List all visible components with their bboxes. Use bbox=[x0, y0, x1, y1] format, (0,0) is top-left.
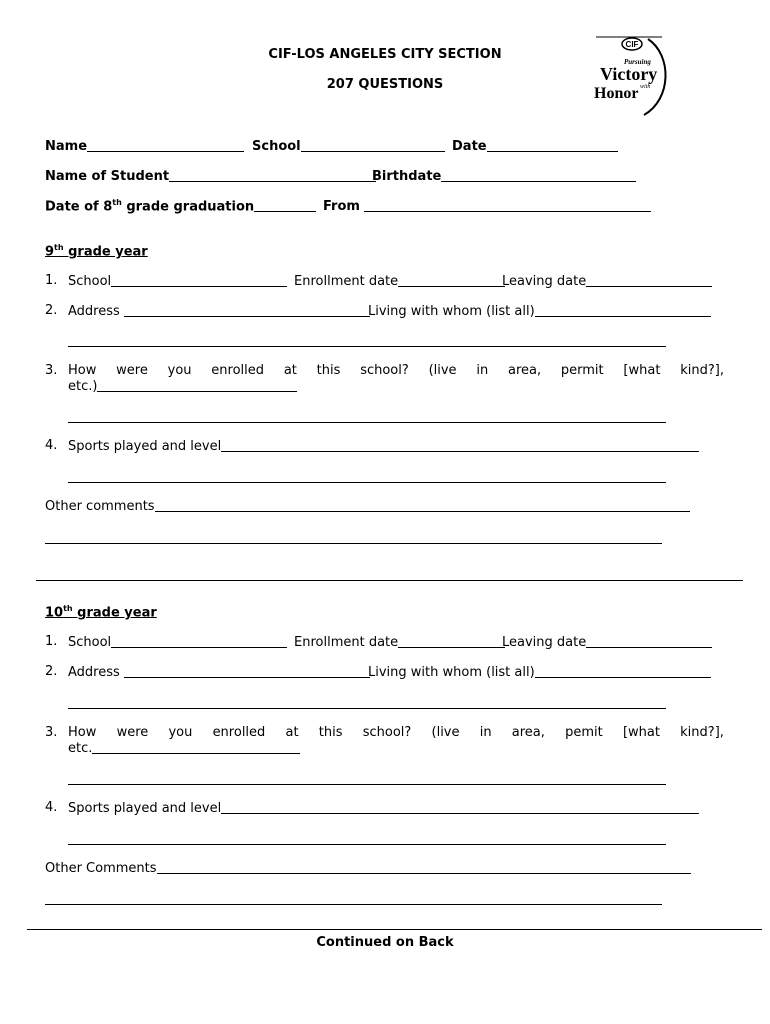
q4-number: 4. bbox=[45, 438, 58, 453]
section-divider bbox=[36, 580, 743, 581]
logo-line1: Pursuing bbox=[624, 58, 651, 66]
grade9-other-comments-field[interactable]: Other comments bbox=[45, 498, 690, 514]
grade-9-heading: 9th grade year bbox=[45, 243, 148, 260]
grade10-comments-continuation-line[interactable] bbox=[45, 904, 662, 905]
q3-number: 3. bbox=[45, 725, 58, 740]
grade10-address-continuation-line[interactable] bbox=[68, 708, 666, 709]
grade9-address-continuation-line[interactable] bbox=[68, 346, 666, 347]
cif-logo bbox=[590, 33, 670, 119]
document-subtitle: 207 QUESTIONS bbox=[326, 77, 444, 92]
name-of-student-field[interactable]: Name of Student bbox=[45, 168, 376, 184]
grade10-enrollment-question: How were you enrolled at this school? (live in area, pemit [what kind?], bbox=[68, 725, 724, 740]
grade10-school-field[interactable]: School bbox=[68, 634, 287, 650]
date-field[interactable]: Date bbox=[452, 138, 618, 154]
grade9-enrollment-answer-field[interactable]: etc.) bbox=[68, 378, 297, 394]
name-field[interactable]: Name bbox=[45, 138, 244, 154]
school-field[interactable]: School bbox=[252, 138, 445, 154]
grade9-comments-continuation-line[interactable] bbox=[45, 543, 662, 544]
grade9-enrollment-date-field[interactable]: Enrollment date bbox=[294, 273, 505, 289]
q1-number: 1. bbox=[45, 273, 58, 288]
grade10-enrollment-date-field[interactable]: Enrollment date bbox=[294, 634, 505, 650]
grade10-leaving-date-field[interactable]: Leaving date bbox=[502, 634, 712, 650]
grade9-enrollment-continuation-line[interactable] bbox=[68, 422, 666, 423]
grade-10-heading: 10th grade year bbox=[45, 604, 157, 621]
grade10-other-comments-field[interactable]: Other Comments bbox=[45, 860, 691, 876]
q4-number: 4. bbox=[45, 800, 58, 815]
grade9-sports-continuation-line[interactable] bbox=[68, 482, 666, 483]
grade9-living-with-field[interactable]: Living with whom (list all) bbox=[368, 303, 711, 319]
grade10-enrollment-continuation-line[interactable] bbox=[68, 784, 666, 785]
grade9-address-field[interactable]: Address bbox=[68, 303, 370, 319]
grade10-address-field[interactable]: Address bbox=[68, 664, 370, 680]
logo-cif-text: CIF bbox=[625, 40, 639, 49]
grade10-sports-field[interactable]: Sports played and level bbox=[68, 800, 699, 816]
from-field[interactable]: From bbox=[323, 198, 651, 214]
footer-divider bbox=[27, 929, 762, 930]
grade9-sports-field[interactable]: Sports played and level bbox=[68, 438, 699, 454]
grade10-sports-continuation-line[interactable] bbox=[68, 844, 666, 845]
document-title: CIF-LOS ANGELES CITY SECTION bbox=[268, 47, 502, 62]
logo-line3: with bbox=[640, 84, 651, 90]
grade9-enrollment-question: How were you enrolled at this school? (live in area, permit [what kind?], bbox=[68, 363, 724, 378]
grade10-living-with-field[interactable]: Living with whom (list all) bbox=[368, 664, 711, 680]
birthdate-field[interactable]: Birthdate bbox=[372, 168, 636, 184]
grade10-enrollment-answer-field[interactable]: etc. bbox=[68, 740, 300, 756]
grade9-school-field[interactable]: School bbox=[68, 273, 287, 289]
logo-line2: Victory bbox=[600, 64, 658, 84]
q3-number: 3. bbox=[45, 363, 58, 378]
q2-number: 2. bbox=[45, 664, 58, 679]
grade9-leaving-date-field[interactable]: Leaving date bbox=[502, 273, 712, 289]
q2-number: 2. bbox=[45, 303, 58, 318]
logo-line4: Honor bbox=[594, 85, 639, 102]
date-8th-grade-graduation-field[interactable]: Date of 8th grade graduation bbox=[45, 198, 316, 214]
continued-on-back: Continued on Back bbox=[316, 935, 454, 950]
q1-number: 1. bbox=[45, 634, 58, 649]
